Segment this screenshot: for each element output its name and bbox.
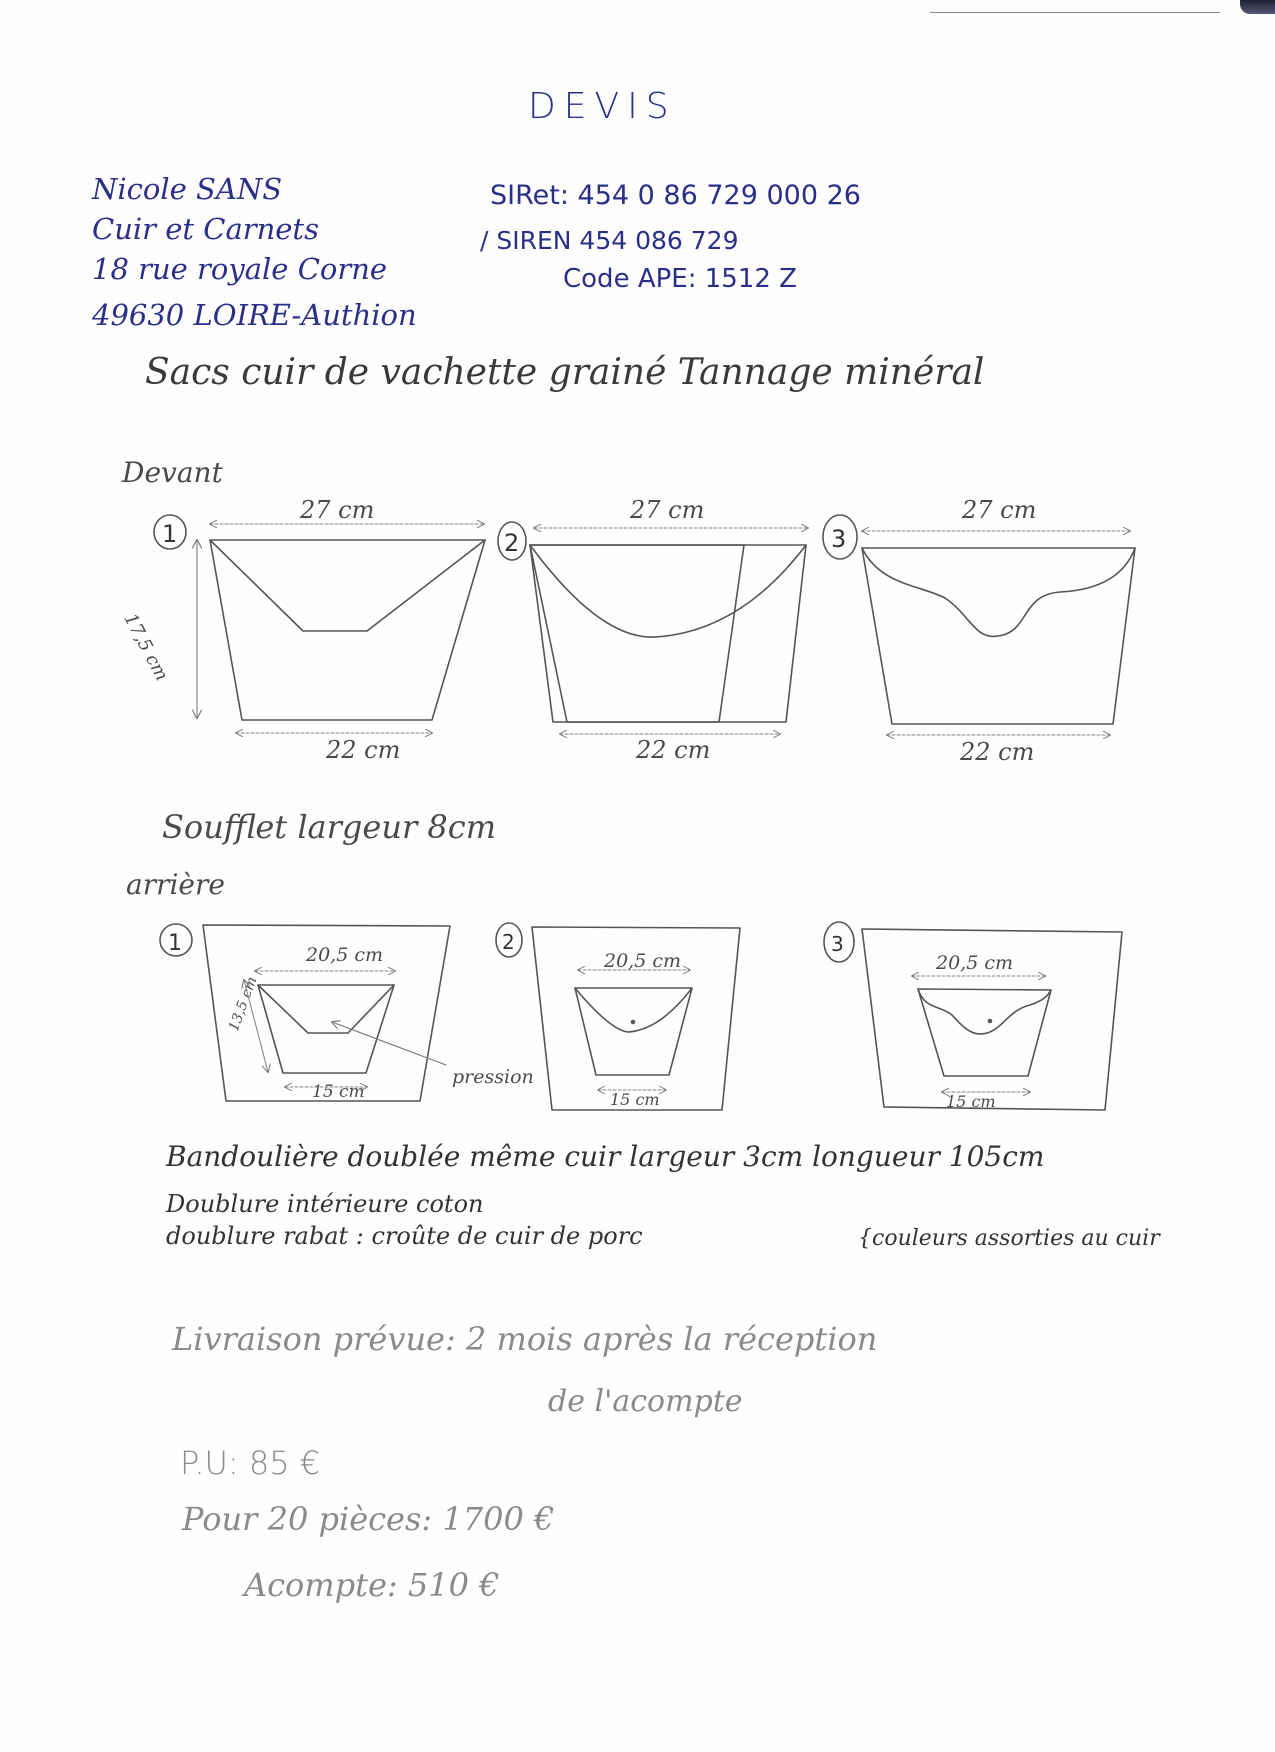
gusset-width: Soufflet largeur 8cm [162,808,497,846]
back-1-snap-label: pression [452,1066,534,1088]
front-3-bottom-width: 22 cm [960,738,1035,766]
back-1-top-width: 20,5 cm [306,944,384,966]
product-description: Sacs cuir de vachette grainé Tannage minéral [145,352,985,393]
company-street: 18 rue royale Corne [92,252,388,286]
unit-price: P.U: 85 € [180,1444,321,1482]
svg-text:1: 1 [162,520,178,548]
back-3-bottom-width: 15 cm [946,1092,996,1111]
company-trade: Cuir et Carnets [92,212,319,246]
back-model-2-drawing [496,923,740,1110]
back-model-1-drawing [160,924,450,1101]
svg-text:3: 3 [831,525,847,553]
delivery-terms-line2: de l'acompte [548,1384,743,1419]
front-model-3-drawing [823,515,1135,735]
back-1-height: 13,5 cm [226,974,261,1034]
front-heading: Devant [122,456,223,489]
company-name: Nicole SANS [92,172,283,206]
strap-spec: Bandoulière doublée même cuir largeur 3cm longueur 105cm [166,1140,1045,1173]
front-2-top-width: 27 cm [630,496,705,524]
front-1-bottom-width: 22 cm [326,736,401,764]
svg-text:1: 1 [168,931,182,956]
siret-number: SIRet: 454 0 86 729 000 26 [490,180,861,211]
back-2-bottom-width: 15 cm [610,1090,660,1109]
svg-text:3: 3 [831,932,844,956]
siren-number: / SIREN 454 086 729 [480,226,739,255]
front-3-top-width: 27 cm [962,496,1037,524]
inner-lining-spec: Doublure intérieure coton [166,1190,484,1218]
snap-pointer-arrow [332,1022,446,1065]
total-price: Pour 20 pièces: 1700 € [182,1500,555,1538]
front-model-1-drawing [154,515,485,733]
back-model-3-drawing [824,922,1122,1110]
back-2-top-width: 20,5 cm [604,950,682,972]
company-city: 49630 LOIRE-Authion [92,298,417,332]
svg-text:2: 2 [504,529,520,557]
delivery-terms-line1: Livraison prévue: 2 mois après la réception [172,1320,878,1358]
colors-note: {couleurs assorties au cuir [858,1226,1160,1251]
front-1-top-width: 27 cm [300,496,375,524]
document-title: DEVIS [528,86,677,127]
svg-text:2: 2 [502,930,515,954]
front-1-height: 17,5 cm [119,610,173,685]
front-model-2-drawing [498,522,808,734]
back-3-top-width: 20,5 cm [936,952,1014,974]
ape-code: Code APE: 1512 Z [563,264,797,294]
flap-lining-spec: doublure rabat : croûte de cuir de porc [166,1222,643,1250]
deposit-amount: Acompte: 510 € [244,1566,500,1604]
front-2-bottom-width: 22 cm [636,736,711,764]
back-1-bottom-width: 15 cm [312,1082,365,1102]
back-heading: arrière [126,868,225,901]
